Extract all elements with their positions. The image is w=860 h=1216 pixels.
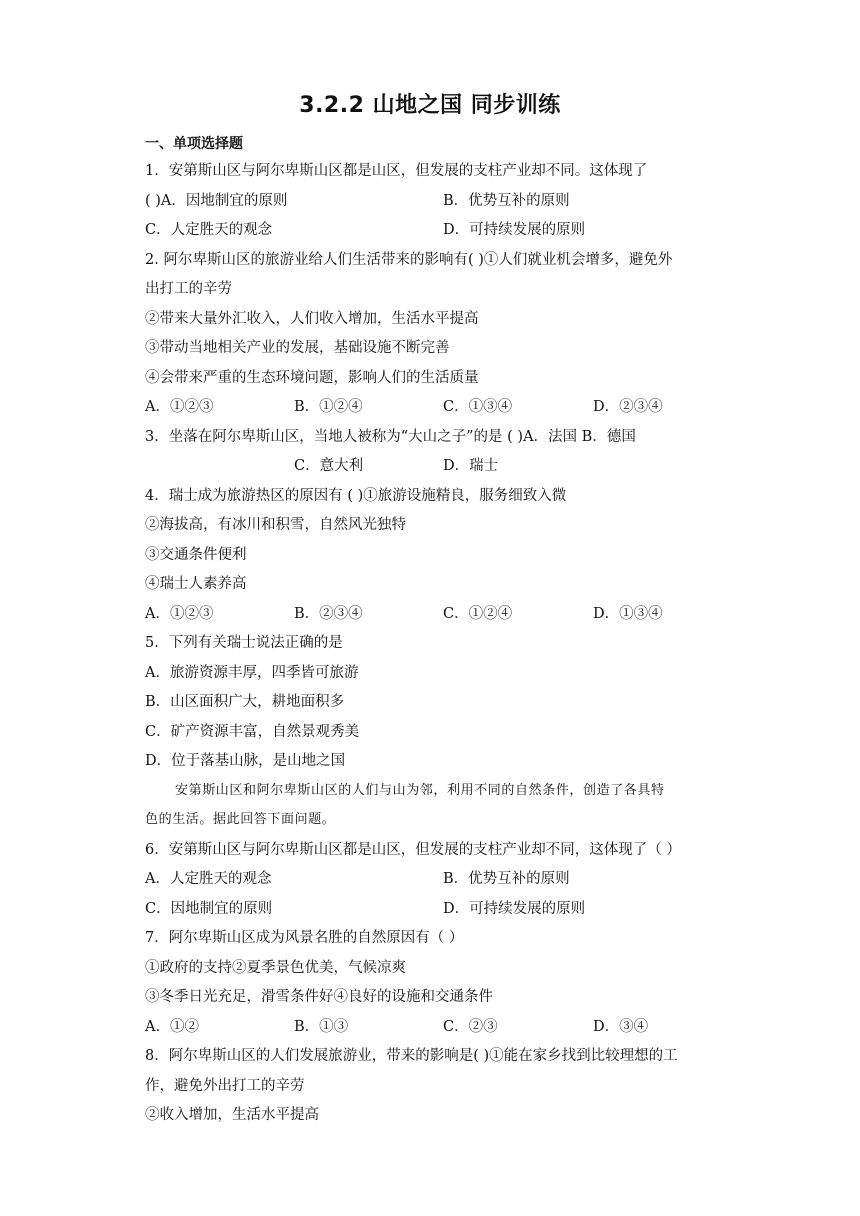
q2-option-a: A．①②③ <box>145 399 214 415</box>
q5-option-d: D．位于落基山脉，是山地之国 <box>145 753 346 769</box>
q1-option-d: D．可持续发展的原则 <box>443 222 586 238</box>
q4-statement-4: ④瑞士人素养高 <box>145 576 247 592</box>
q2-statement-3: ③带动当地相关产业的发展，基础设施不断完善 <box>145 340 450 356</box>
q3-option-d: D．瑞士 <box>443 458 499 474</box>
q4-stem: 4．瑞士成为旅游热区的原因有 ( )①旅游设施精良，服务细致入微 <box>145 488 567 504</box>
q3-option-c: C．意大利 <box>294 458 364 474</box>
q6-option-a: A．人定胜天的观念 <box>145 871 272 887</box>
q1-option-b: B．优势互补的原则 <box>443 193 570 209</box>
q6-stem: 6．安第斯山区与阿尔卑斯山区都是山区，但发展的支柱产业却不同，这体现了（ ） <box>145 842 681 858</box>
q1-option-c: C．人定胜天的观念 <box>145 222 273 238</box>
q8-stem: 8．阿尔卑斯山区的人们发展旅游业，带来的影响是( )①能在家乡找到比较理想的工 <box>145 1048 678 1064</box>
q2-stem-cont: 出打工的辛劳 <box>145 281 232 297</box>
q3-stem: 3．坐落在阿尔卑斯山区，当地人被称为“大山之子”的是 ( )A．法国 B．德国 <box>145 429 636 445</box>
q2-statement-2: ②带来大量外汇收入，人们收入增加，生活水平提高 <box>145 311 479 327</box>
q7-statements-2: ③冬季日光充足，滑雪条件好④良好的设施和交通条件 <box>145 989 493 1005</box>
q2-statement-4: ④会带来严重的生态环境问题，影响人们的生活质量 <box>145 370 479 386</box>
section-heading: 一、单项选择题 <box>145 136 243 152</box>
q4-option-d: D．①③④ <box>593 606 663 622</box>
q8-stem-cont: 作，避免外出打工的辛劳 <box>145 1078 305 1094</box>
q5-stem: 5．下列有关瑞士说法正确的是 <box>145 635 343 651</box>
q6-option-c: C．因地制宜的原则 <box>145 901 273 917</box>
q7-statements-1: ①政府的支持②夏季景色优美，气候凉爽 <box>145 960 406 976</box>
q7-option-a: A．①② <box>145 1019 199 1035</box>
q8-statement-2: ②收入增加，生活水平提高 <box>145 1107 319 1123</box>
q1-option-a: ( )A．因地制宜的原则 <box>145 193 288 209</box>
q4-statement-2: ②海拔高，有冰川和积雪，自然风光独特 <box>145 517 406 533</box>
passage-line-2: 色的生活。据此回答下面问题。 <box>145 812 336 827</box>
q6-option-b: B．优势互补的原则 <box>443 871 570 887</box>
q4-option-a: A．①②③ <box>145 606 214 622</box>
page-title: 3.2.2 山地之国 同步训练 <box>299 93 561 118</box>
q2-option-b: B．①②④ <box>294 399 363 415</box>
q7-stem: 7．阿尔卑斯山区成为风景名胜的自然原因有（ ） <box>145 930 464 946</box>
q4-option-c: C．①②④ <box>443 606 513 622</box>
q7-option-c: C．②③ <box>443 1019 498 1035</box>
q5-option-b: B．山区面积广大，耕地面积多 <box>145 694 345 710</box>
q1-stem: 1．安第斯山区与阿尔卑斯山区都是山区，但发展的支柱产业却不同。这体现了 <box>145 163 648 179</box>
q5-option-c: C．矿产资源丰富，自然景观秀美 <box>145 724 360 740</box>
q5-option-a: A．旅游资源丰厚，四季皆可旅游 <box>145 665 359 681</box>
q2-stem: 2. 阿尔卑斯山区的旅游业给人们生活带来的影响有( )①人们就业机会增多，避免外 <box>145 252 673 268</box>
q7-option-d: D．③④ <box>593 1019 649 1035</box>
q4-option-b: B．②③④ <box>294 606 363 622</box>
q6-option-d: D．可持续发展的原则 <box>443 901 586 917</box>
q2-option-c: C．①③④ <box>443 399 513 415</box>
passage-line-1: 安第斯山区和阿尔卑斯山区的人们与山为邻，利用不同的自然条件，创造了各具特 <box>175 783 665 798</box>
q7-option-b: B．①③ <box>294 1019 349 1035</box>
q4-statement-3: ③交通条件便利 <box>145 547 247 563</box>
q2-option-d: D．②③④ <box>593 399 663 415</box>
